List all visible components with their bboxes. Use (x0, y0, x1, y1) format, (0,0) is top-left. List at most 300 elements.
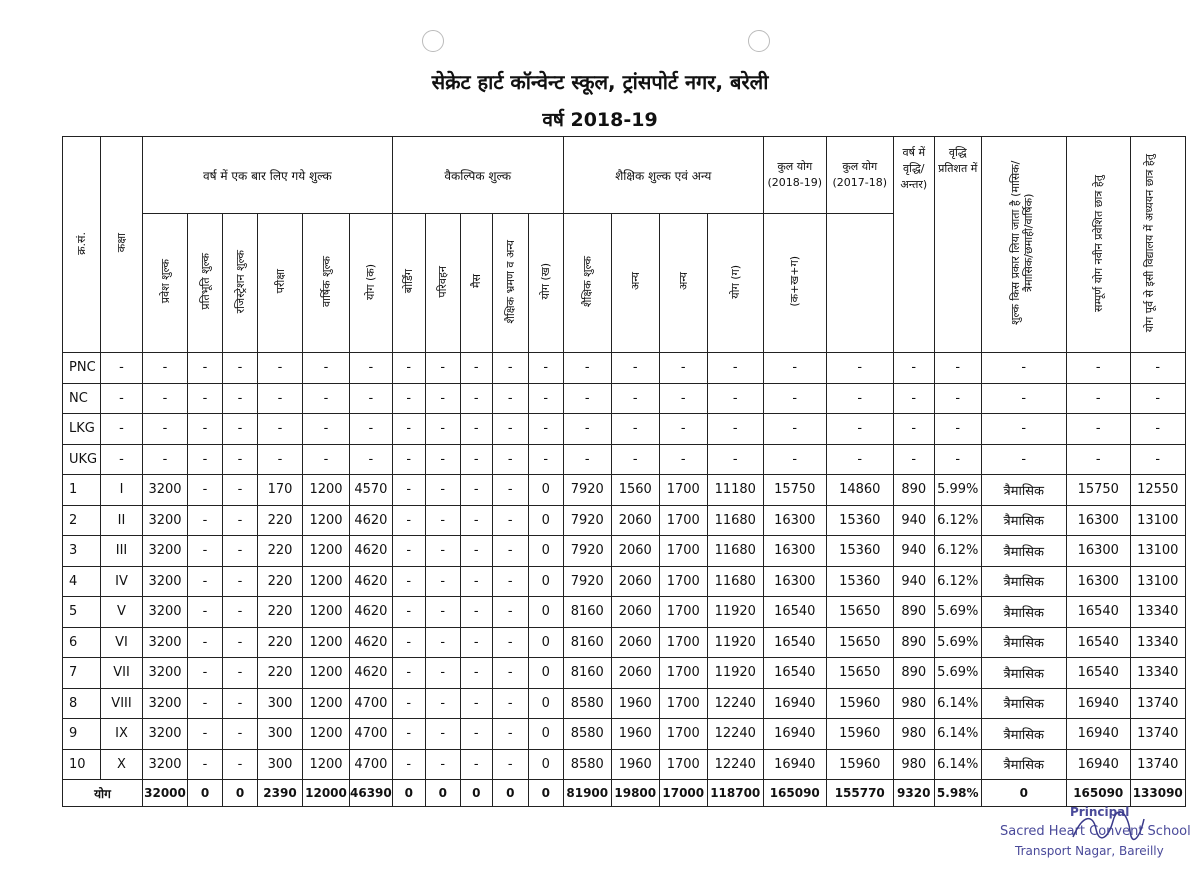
row-cell: - (223, 536, 258, 567)
row-cell: - (223, 688, 258, 719)
row-class: I (101, 475, 143, 506)
row-cell: - (460, 383, 492, 414)
row-cell: त्रैमासिक (981, 749, 1066, 780)
row-cell: - (143, 414, 188, 445)
row-cell: - (425, 719, 460, 750)
row-cell: 11180 (707, 475, 763, 506)
row-cell: - (528, 353, 563, 384)
row-cell: 11680 (707, 505, 763, 536)
row-cell: 11920 (707, 597, 763, 628)
row-cell: 1700 (659, 658, 707, 689)
row-cell: - (223, 353, 258, 384)
row-class: V (101, 597, 143, 628)
row-cell: - (425, 688, 460, 719)
row-cell: - (258, 414, 303, 445)
row-cell: - (425, 444, 460, 475)
row-cell: 3200 (143, 749, 188, 780)
row-cell: - (563, 383, 611, 414)
row-cell: - (981, 444, 1066, 475)
row-cell: - (258, 383, 303, 414)
row-cell: 11920 (707, 627, 763, 658)
header-percent: वृद्धि प्रतिशत में (934, 137, 981, 353)
header-mode: शुल्क किस प्रकार लिया जाता है (मासिक/त्रैमासिक/छमाही/वार्षिक) (981, 137, 1066, 353)
row-cell: त्रैमासिक (981, 475, 1066, 506)
header-blank (826, 214, 893, 353)
row-cell: - (223, 658, 258, 689)
row-cell: 11920 (707, 658, 763, 689)
table-row (63, 627, 1186, 658)
row-class: - (101, 444, 143, 475)
row-sno: 7 (63, 658, 101, 689)
row-cell: - (188, 688, 223, 719)
row-cell: 16300 (763, 566, 826, 597)
row-cell: - (223, 383, 258, 414)
table-row (63, 475, 1186, 506)
row-cell: 16540 (763, 597, 826, 628)
row-cell: त्रैमासिक (981, 505, 1066, 536)
fee-table-body (63, 353, 1186, 780)
header-annual: वार्षिक शुल्क (303, 214, 350, 353)
row-cell: - (492, 658, 528, 689)
header-admission: प्रवेश शुल्क (143, 214, 188, 353)
row-cell: 4700 (350, 719, 393, 750)
row-cell: - (1130, 414, 1185, 445)
row-cell: 1960 (611, 749, 659, 780)
row-cell: - (460, 505, 492, 536)
row-cell: 16940 (763, 749, 826, 780)
row-cell: - (492, 627, 528, 658)
row-cell: 16540 (1066, 627, 1130, 658)
row-cell: - (826, 353, 893, 384)
row-class: IV (101, 566, 143, 597)
row-cell: - (350, 414, 393, 445)
total-cell: 9320 (893, 780, 934, 807)
row-cell: - (492, 688, 528, 719)
row-cell: 16300 (763, 505, 826, 536)
row-cell: - (492, 505, 528, 536)
row-cell: - (392, 444, 425, 475)
stamp-title: Principal (1070, 805, 1130, 819)
row-class: VII (101, 658, 143, 689)
row-cell: - (460, 627, 492, 658)
header-increase: वर्ष में वृद्धि/अन्तर) (893, 137, 934, 353)
row-cell: - (826, 414, 893, 445)
row-cell: 13340 (1130, 627, 1185, 658)
row-cell: 16940 (763, 688, 826, 719)
row-cell: - (893, 444, 934, 475)
row-cell: - (611, 444, 659, 475)
row-class: VI (101, 627, 143, 658)
header-boarding: बोर्डिंग (392, 214, 425, 353)
row-cell: 8160 (563, 658, 611, 689)
row-cell: - (763, 444, 826, 475)
header-other1: अन्य (611, 214, 659, 353)
row-cell: 4620 (350, 658, 393, 689)
row-cell: - (563, 444, 611, 475)
row-cell: - (223, 414, 258, 445)
row-class: III (101, 536, 143, 567)
row-cell: - (425, 383, 460, 414)
row-sno: UKG (63, 444, 101, 475)
row-cell: 2060 (611, 536, 659, 567)
row-cell: - (143, 444, 188, 475)
row-cell: - (528, 444, 563, 475)
row-cell: 0 (528, 597, 563, 628)
row-cell: - (350, 383, 393, 414)
total-cell: 17000 (659, 780, 707, 807)
row-cell: 2060 (611, 658, 659, 689)
row-cell: 1200 (303, 505, 350, 536)
row-cell: - (425, 627, 460, 658)
row-cell: - (425, 414, 460, 445)
row-cell: - (763, 383, 826, 414)
row-cell: 1700 (659, 475, 707, 506)
row-cell: 15750 (1066, 475, 1130, 506)
row-class: - (101, 353, 143, 384)
row-cell: 220 (258, 627, 303, 658)
row-cell: - (981, 383, 1066, 414)
row-cell: 12240 (707, 749, 763, 780)
row-cell: - (1066, 414, 1130, 445)
table-row (63, 353, 1186, 384)
row-cell: - (492, 475, 528, 506)
row-cell: - (460, 566, 492, 597)
total-cell: 0 (188, 780, 223, 807)
row-cell: - (223, 566, 258, 597)
header-sum-c: योग (ग) (707, 214, 763, 353)
row-cell: 4570 (350, 475, 393, 506)
row-cell: - (350, 444, 393, 475)
row-cell: 3200 (143, 719, 188, 750)
header-security: प्रतिभूति शुल्क (188, 214, 223, 353)
row-cell: 6.14% (934, 688, 981, 719)
row-cell: 2060 (611, 505, 659, 536)
total-cell: 0 (981, 780, 1066, 807)
row-cell: 6.12% (934, 566, 981, 597)
row-cell: - (492, 597, 528, 628)
row-cell: - (981, 353, 1066, 384)
total-cell: 0 (528, 780, 563, 807)
row-cell: 15360 (826, 566, 893, 597)
row-cell: - (1130, 383, 1185, 414)
row-cell: - (659, 414, 707, 445)
row-cell: - (188, 597, 223, 628)
row-cell: 5.99% (934, 475, 981, 506)
row-cell: - (492, 566, 528, 597)
row-sno: 3 (63, 536, 101, 567)
row-cell: - (188, 475, 223, 506)
row-cell: 6.12% (934, 536, 981, 567)
row-cell: - (392, 383, 425, 414)
row-cell: 2060 (611, 627, 659, 658)
row-cell: 16540 (763, 627, 826, 658)
row-cell: - (188, 444, 223, 475)
row-cell: 13740 (1130, 688, 1185, 719)
row-cell: - (826, 383, 893, 414)
row-cell: 11680 (707, 536, 763, 567)
header-old-student: योग पूर्व से इसी विद्यालय में अध्ययन छात्र हेतु (1130, 137, 1185, 353)
row-cell: 16940 (1066, 749, 1130, 780)
row-cell: - (460, 719, 492, 750)
row-cell: - (492, 749, 528, 780)
row-cell: 1200 (303, 566, 350, 597)
row-cell: 4620 (350, 505, 393, 536)
row-cell: 1960 (611, 688, 659, 719)
header-exam: परीक्षा (258, 214, 303, 353)
header-sno: क्र.सं. (63, 137, 101, 353)
row-sno: NC (63, 383, 101, 414)
row-cell: 980 (893, 749, 934, 780)
row-cell: 14860 (826, 475, 893, 506)
row-cell: 15360 (826, 536, 893, 567)
row-cell: 940 (893, 536, 934, 567)
row-cell: - (188, 505, 223, 536)
row-cell: 16940 (1066, 719, 1130, 750)
total-cell: 5.98% (934, 780, 981, 807)
row-cell: - (425, 597, 460, 628)
row-cell: 15960 (826, 688, 893, 719)
row-cell: - (258, 444, 303, 475)
table-row (63, 749, 1186, 780)
punch-hole-right (748, 30, 770, 52)
row-cell: - (223, 627, 258, 658)
row-cell: - (707, 353, 763, 384)
row-cell: 16940 (763, 719, 826, 750)
row-cell: 4620 (350, 627, 393, 658)
row-cell: 8580 (563, 749, 611, 780)
row-cell: 15650 (826, 627, 893, 658)
row-cell: 16940 (1066, 688, 1130, 719)
row-cell: 3200 (143, 505, 188, 536)
stamp-address: Transport Nagar, Bareilly (1015, 844, 1164, 858)
row-cell: - (460, 597, 492, 628)
row-cell: - (303, 444, 350, 475)
row-sno: 2 (63, 505, 101, 536)
row-sno: 4 (63, 566, 101, 597)
row-cell: त्रैमासिक (981, 627, 1066, 658)
row-cell: - (425, 566, 460, 597)
row-cell: 1200 (303, 475, 350, 506)
row-cell: 0 (528, 749, 563, 780)
row-cell: 0 (528, 719, 563, 750)
row-cell: 940 (893, 566, 934, 597)
row-cell: त्रैमासिक (981, 597, 1066, 628)
row-cell: 1200 (303, 536, 350, 567)
total-cell: 2390 (258, 780, 303, 807)
total-cell: 0 (425, 780, 460, 807)
row-cell: 220 (258, 536, 303, 567)
row-cell: - (528, 383, 563, 414)
row-cell: - (460, 414, 492, 445)
row-cell: 3200 (143, 475, 188, 506)
row-cell: 16540 (1066, 597, 1130, 628)
row-cell: 16300 (1066, 536, 1130, 567)
row-cell: 3200 (143, 688, 188, 719)
row-cell: 1700 (659, 505, 707, 536)
row-cell: - (763, 414, 826, 445)
row-cell: 16540 (763, 658, 826, 689)
row-cell: 300 (258, 749, 303, 780)
row-cell: - (492, 383, 528, 414)
header-sum-b: योग (ख) (528, 214, 563, 353)
row-cell: - (492, 444, 528, 475)
row-cell: 0 (528, 536, 563, 567)
row-cell: - (707, 383, 763, 414)
row-cell: 5.69% (934, 658, 981, 689)
row-cell: - (763, 353, 826, 384)
row-cell: - (460, 536, 492, 567)
row-cell: 6.14% (934, 749, 981, 780)
row-cell: 13100 (1130, 505, 1185, 536)
row-cell: 7920 (563, 536, 611, 567)
row-cell: - (188, 719, 223, 750)
document-year: वर्ष 2018-19 (542, 109, 658, 131)
row-cell: 8580 (563, 719, 611, 750)
row-cell: 13740 (1130, 749, 1185, 780)
row-cell: 16300 (763, 536, 826, 567)
row-cell: - (350, 353, 393, 384)
row-cell: 300 (258, 688, 303, 719)
row-cell: - (528, 414, 563, 445)
row-cell: 1700 (659, 536, 707, 567)
table-row (63, 597, 1186, 628)
row-sno: 9 (63, 719, 101, 750)
row-cell: - (188, 749, 223, 780)
signature-icon (1068, 809, 1148, 845)
row-cell: 0 (528, 566, 563, 597)
row-cell: 8580 (563, 688, 611, 719)
row-cell: त्रैमासिक (981, 536, 1066, 567)
row-cell: - (492, 353, 528, 384)
row-cell: 220 (258, 597, 303, 628)
row-cell: - (611, 353, 659, 384)
row-cell: 13340 (1130, 597, 1185, 628)
row-cell: - (258, 353, 303, 384)
row-cell: त्रैमासिक (981, 658, 1066, 689)
row-cell: - (188, 658, 223, 689)
row-cell: 8160 (563, 597, 611, 628)
row-cell: 1700 (659, 627, 707, 658)
row-cell: - (392, 353, 425, 384)
row-cell: 6.12% (934, 505, 981, 536)
row-cell: - (492, 414, 528, 445)
row-cell: 980 (893, 688, 934, 719)
row-class: - (101, 414, 143, 445)
row-cell: 4620 (350, 597, 393, 628)
header-tuition: शैक्षिक शुल्क (563, 214, 611, 353)
table-row (63, 444, 1186, 475)
row-cell: 890 (893, 597, 934, 628)
row-cell: 1200 (303, 719, 350, 750)
row-cell: - (425, 749, 460, 780)
row-cell: - (934, 444, 981, 475)
row-cell: 4620 (350, 566, 393, 597)
table-row (63, 414, 1186, 445)
row-cell: - (981, 414, 1066, 445)
total-cell: 46390 (350, 780, 393, 807)
row-cell: - (392, 658, 425, 689)
row-cell: - (659, 444, 707, 475)
row-cell: - (425, 475, 460, 506)
total-cell: 12000 (303, 780, 350, 807)
header-total-2017: कुल योग (2017-18) (826, 137, 893, 214)
total-cell: 0 (492, 780, 528, 807)
total-cell: 118700 (707, 780, 763, 807)
row-cell: - (611, 383, 659, 414)
row-sno: 8 (63, 688, 101, 719)
header-tour: शैक्षिक भ्रमण व अन्य (492, 214, 528, 353)
row-cell: - (392, 475, 425, 506)
row-cell: 11680 (707, 566, 763, 597)
stamp-school: Sacred Heart Convent School (1000, 824, 1191, 839)
punch-hole-left (422, 30, 444, 52)
row-cell: 1960 (611, 719, 659, 750)
row-cell: 4700 (350, 749, 393, 780)
row-cell: - (1130, 353, 1185, 384)
row-sno: 6 (63, 627, 101, 658)
row-cell: 15960 (826, 719, 893, 750)
row-cell: - (223, 719, 258, 750)
total-cell: 0 (223, 780, 258, 807)
row-cell: - (392, 566, 425, 597)
row-class: X (101, 749, 143, 780)
table-row (63, 688, 1186, 719)
row-cell: - (1066, 444, 1130, 475)
total-row (63, 780, 1186, 807)
row-sno: 1 (63, 475, 101, 506)
row-cell: त्रैमासिक (981, 688, 1066, 719)
row-cell: - (392, 414, 425, 445)
row-cell: - (392, 719, 425, 750)
row-cell: - (492, 536, 528, 567)
row-cell: 0 (528, 627, 563, 658)
row-cell: - (460, 749, 492, 780)
row-cell: 7920 (563, 475, 611, 506)
row-cell: - (707, 414, 763, 445)
row-cell: 16300 (1066, 566, 1130, 597)
table-row (63, 658, 1186, 689)
table-row (63, 505, 1186, 536)
row-cell: - (188, 383, 223, 414)
row-cell: - (1130, 444, 1185, 475)
row-cell: 1200 (303, 658, 350, 689)
row-cell: - (460, 444, 492, 475)
row-cell: - (893, 383, 934, 414)
row-cell: - (1066, 383, 1130, 414)
header-other2: अन्य (659, 214, 707, 353)
row-cell: 6.14% (934, 719, 981, 750)
header-academic-group: शैक्षिक शुल्क एवं अन्य (563, 137, 763, 214)
row-cell: - (460, 658, 492, 689)
row-cell: 15360 (826, 505, 893, 536)
row-cell: 940 (893, 505, 934, 536)
row-cell: - (1066, 353, 1130, 384)
header-new-student: सम्पूर्ण योग नवीन प्रवेशित छात्र हेतु (1066, 137, 1130, 353)
row-cell: - (563, 353, 611, 384)
row-cell: 1700 (659, 566, 707, 597)
header-once-group: वर्ष में एक बार लिए गये शुल्क (143, 137, 393, 214)
row-cell: 300 (258, 719, 303, 750)
total-cell: 165090 (1066, 780, 1130, 807)
row-cell: 15650 (826, 597, 893, 628)
row-cell: 16300 (1066, 505, 1130, 536)
row-cell: 1700 (659, 719, 707, 750)
row-cell: - (425, 505, 460, 536)
row-cell: - (223, 475, 258, 506)
row-cell: - (188, 627, 223, 658)
row-cell: - (460, 475, 492, 506)
total-cell: 32000 (143, 780, 188, 807)
